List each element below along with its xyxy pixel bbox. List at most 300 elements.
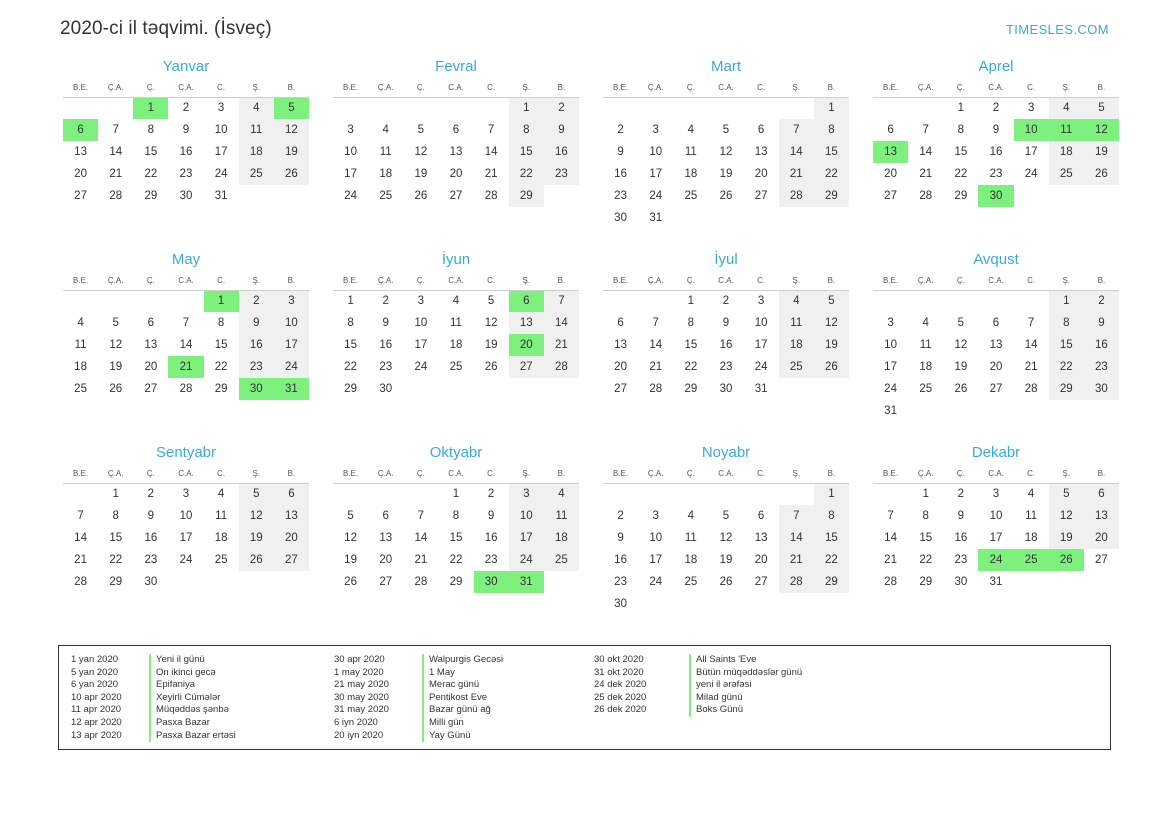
day-cell[interactable]: 17 <box>509 527 544 549</box>
day-cell[interactable]: 23 <box>989 168 1003 180</box>
day-cell[interactable]: 3 <box>757 295 765 308</box>
day-cell[interactable]: 12 <box>109 339 123 351</box>
day-cell[interactable]: 7 <box>779 505 814 527</box>
holiday-day-cell[interactable]: 25 <box>1014 549 1049 571</box>
holiday-day-cell[interactable]: 26 <box>1049 549 1084 571</box>
day-cell[interactable]: 29 <box>919 576 933 588</box>
day-cell[interactable]: 8 <box>112 510 119 522</box>
day-cell[interactable]: 15 <box>1049 334 1084 356</box>
day-cell[interactable]: 24 <box>214 168 228 180</box>
day-cell[interactable]: 24 <box>274 356 309 378</box>
day-cell[interactable]: 3 <box>417 295 425 308</box>
day-cell[interactable]: 12 <box>719 146 733 158</box>
holiday-day-cell[interactable]: 10 <box>1014 119 1049 141</box>
day-cell[interactable]: 20 <box>754 168 768 180</box>
day-cell[interactable]: 22 <box>684 361 698 373</box>
day-cell[interactable]: 30 <box>379 383 393 395</box>
holiday-day-cell[interactable]: 30 <box>239 378 274 400</box>
day-cell[interactable]: 25 <box>74 383 87 395</box>
day-cell[interactable]: 10 <box>989 510 1003 522</box>
day-cell[interactable]: 31 <box>989 576 1003 588</box>
day-cell[interactable]: 26 <box>484 361 498 373</box>
day-cell[interactable]: 29 <box>684 383 698 395</box>
day-cell[interactable]: 17 <box>344 168 357 180</box>
day-cell[interactable]: 30 <box>614 598 627 610</box>
day-cell[interactable]: 7 <box>922 124 929 136</box>
day-cell[interactable]: 9 <box>487 510 495 522</box>
day-cell[interactable]: 2 <box>487 488 495 501</box>
day-cell[interactable]: 21 <box>484 168 498 180</box>
day-cell[interactable]: 17 <box>989 532 1003 544</box>
day-cell[interactable]: 25 <box>919 383 933 395</box>
day-cell[interactable]: 17 <box>179 532 193 544</box>
day-cell[interactable]: 12 <box>719 532 733 544</box>
day-cell[interactable]: 2 <box>1084 290 1119 312</box>
day-cell[interactable]: 14 <box>544 312 579 334</box>
day-cell[interactable]: 26 <box>719 190 733 202</box>
day-cell[interactable]: 13 <box>754 146 768 158</box>
day-cell[interactable]: 11 <box>544 505 579 527</box>
day-cell[interactable]: 15 <box>109 532 123 544</box>
day-cell[interactable]: 30 <box>179 190 193 202</box>
day-cell[interactable]: 6 <box>992 317 1000 329</box>
day-cell[interactable]: 7 <box>1027 317 1035 329</box>
day-cell[interactable]: 24 <box>649 576 663 588</box>
day-cell[interactable]: 13 <box>989 339 1003 351</box>
day-cell[interactable]: 9 <box>239 312 274 334</box>
day-cell[interactable]: 13 <box>1084 505 1119 527</box>
day-cell[interactable]: 16 <box>719 339 733 351</box>
day-cell[interactable]: 11 <box>684 532 697 544</box>
day-cell[interactable]: 17 <box>649 168 663 180</box>
holiday-day-cell[interactable]: 30 <box>474 571 509 593</box>
day-cell[interactable]: 29 <box>814 185 849 207</box>
day-cell[interactable]: 5 <box>722 124 730 136</box>
day-cell[interactable]: 28 <box>484 190 498 202</box>
day-cell[interactable]: 29 <box>344 383 357 395</box>
day-cell[interactable]: 22 <box>449 554 463 566</box>
day-cell[interactable]: 23 <box>719 361 733 373</box>
day-cell[interactable]: 5 <box>1084 97 1119 119</box>
day-cell[interactable]: 20 <box>379 554 393 566</box>
day-cell[interactable]: 5 <box>814 290 849 312</box>
day-cell[interactable]: 29 <box>214 383 228 395</box>
day-cell[interactable]: 3 <box>887 317 894 329</box>
day-cell[interactable]: 10 <box>509 505 544 527</box>
day-cell[interactable]: 4 <box>382 124 389 136</box>
day-cell[interactable]: 23 <box>179 168 193 180</box>
day-cell[interactable]: 14 <box>109 146 123 158</box>
day-cell[interactable]: 10 <box>274 312 309 334</box>
day-cell[interactable]: 31 <box>754 383 768 395</box>
day-cell[interactable]: 26 <box>1084 163 1119 185</box>
day-cell[interactable]: 14 <box>74 532 87 544</box>
day-cell[interactable]: 28 <box>544 356 579 378</box>
day-cell[interactable]: 20 <box>1084 527 1119 549</box>
day-cell[interactable]: 15 <box>449 532 463 544</box>
holiday-day-cell[interactable]: 31 <box>274 378 309 400</box>
day-cell[interactable]: 19 <box>719 168 733 180</box>
day-cell[interactable]: 12 <box>814 312 849 334</box>
day-cell[interactable]: 7 <box>487 124 495 136</box>
day-cell[interactable]: 25 <box>684 576 698 588</box>
day-cell[interactable]: 16 <box>614 554 627 566</box>
day-cell[interactable]: 4 <box>77 317 84 329</box>
day-cell[interactable]: 11 <box>779 312 814 334</box>
day-cell[interactable]: 16 <box>989 146 1003 158</box>
day-cell[interactable]: 1 <box>814 97 849 119</box>
day-cell[interactable]: 17 <box>214 146 228 158</box>
day-cell[interactable]: 13 <box>754 532 768 544</box>
day-cell[interactable]: 26 <box>719 576 733 588</box>
day-cell[interactable]: 15 <box>814 527 849 549</box>
day-cell[interactable]: 11 <box>919 339 932 351</box>
day-cell[interactable]: 27 <box>614 383 627 395</box>
day-cell[interactable]: 26 <box>109 383 123 395</box>
day-cell[interactable]: 17 <box>1024 146 1038 158</box>
day-cell[interactable]: 19 <box>1049 527 1084 549</box>
day-cell[interactable]: 24 <box>1024 168 1038 180</box>
day-cell[interactable]: 23 <box>614 190 627 202</box>
day-cell[interactable]: 21 <box>109 168 123 180</box>
day-cell[interactable]: 12 <box>954 339 968 351</box>
day-cell[interactable]: 14 <box>779 141 814 163</box>
day-cell[interactable]: 9 <box>1084 312 1119 334</box>
day-cell[interactable]: 25 <box>1049 163 1084 185</box>
day-cell[interactable]: 1 <box>814 483 849 505</box>
day-cell[interactable]: 10 <box>414 317 428 329</box>
day-cell[interactable]: 19 <box>109 361 123 373</box>
day-cell[interactable]: 3 <box>347 124 354 136</box>
day-cell[interactable]: 1 <box>452 488 460 501</box>
day-cell[interactable]: 20 <box>74 168 87 180</box>
day-cell[interactable]: 9 <box>182 124 190 136</box>
day-cell[interactable]: 4 <box>779 290 814 312</box>
day-cell[interactable]: 4 <box>544 483 579 505</box>
holiday-day-cell[interactable]: 30 <box>978 185 1013 207</box>
day-cell[interactable]: 20 <box>884 168 897 180</box>
day-cell[interactable]: 28 <box>109 190 123 202</box>
day-cell[interactable]: 23 <box>239 356 274 378</box>
day-cell[interactable]: 5 <box>722 510 730 522</box>
day-cell[interactable]: 27 <box>379 576 393 588</box>
day-cell[interactable]: 22 <box>144 168 158 180</box>
day-cell[interactable]: 15 <box>214 339 228 351</box>
day-cell[interactable]: 16 <box>484 532 498 544</box>
day-cell[interactable]: 8 <box>814 505 849 527</box>
day-cell[interactable]: 1 <box>687 295 695 308</box>
day-cell[interactable]: 9 <box>722 317 730 329</box>
day-cell[interactable]: 17 <box>754 339 768 351</box>
day-cell[interactable]: 12 <box>414 146 428 158</box>
day-cell[interactable]: 26 <box>814 356 849 378</box>
day-cell[interactable]: 12 <box>344 532 357 544</box>
day-cell[interactable]: 6 <box>147 317 155 329</box>
day-cell[interactable]: 2 <box>617 510 624 522</box>
day-cell[interactable]: 10 <box>344 146 357 158</box>
day-cell[interactable]: 23 <box>379 361 393 373</box>
day-cell[interactable]: 1 <box>922 488 929 501</box>
site-brand[interactable]: TIMESLES.COM <box>1005 22 1109 37</box>
holiday-day-cell[interactable]: 11 <box>1049 119 1084 141</box>
day-cell[interactable]: 23 <box>614 576 627 588</box>
day-cell[interactable]: 6 <box>887 124 894 136</box>
day-cell[interactable]: 11 <box>215 510 228 522</box>
holiday-day-cell[interactable]: 31 <box>509 571 544 593</box>
day-cell[interactable]: 24 <box>414 361 428 373</box>
day-cell[interactable]: 24 <box>884 383 897 395</box>
day-cell[interactable]: 2 <box>382 295 389 308</box>
day-cell[interactable]: 5 <box>417 124 425 136</box>
day-cell[interactable]: 26 <box>954 383 968 395</box>
day-cell[interactable]: 8 <box>147 124 155 136</box>
day-cell[interactable]: 2 <box>992 102 1000 115</box>
day-cell[interactable]: 21 <box>414 554 428 566</box>
day-cell[interactable]: 22 <box>814 163 849 185</box>
day-cell[interactable]: 14 <box>884 532 897 544</box>
day-cell[interactable]: 26 <box>274 163 309 185</box>
day-cell[interactable]: 13 <box>74 146 87 158</box>
day-cell[interactable]: 6 <box>617 317 624 329</box>
day-cell[interactable]: 6 <box>757 510 765 522</box>
day-cell[interactable]: 10 <box>754 317 768 329</box>
day-cell[interactable]: 21 <box>1024 361 1038 373</box>
day-cell[interactable]: 22 <box>814 549 849 571</box>
day-cell[interactable]: 14 <box>779 527 814 549</box>
day-cell[interactable]: 5 <box>239 483 274 505</box>
day-cell[interactable]: 6 <box>274 483 309 505</box>
day-cell[interactable]: 9 <box>617 146 624 158</box>
day-cell[interactable]: 30 <box>614 212 627 224</box>
day-cell[interactable]: 3 <box>182 488 190 501</box>
day-cell[interactable]: 21 <box>779 549 814 571</box>
day-cell[interactable]: 21 <box>884 554 897 566</box>
day-cell[interactable]: 9 <box>957 510 965 522</box>
day-cell[interactable]: 4 <box>217 488 225 501</box>
day-cell[interactable]: 24 <box>344 190 357 202</box>
day-cell[interactable]: 18 <box>919 361 933 373</box>
day-cell[interactable]: 3 <box>1027 102 1035 115</box>
day-cell[interactable]: 14 <box>414 532 428 544</box>
day-cell[interactable]: 8 <box>922 510 929 522</box>
day-cell[interactable]: 10 <box>884 339 897 351</box>
day-cell[interactable]: 27 <box>449 190 463 202</box>
day-cell[interactable]: 25 <box>779 356 814 378</box>
day-cell[interactable]: 20 <box>614 361 627 373</box>
day-cell[interactable]: 11 <box>684 146 697 158</box>
day-cell[interactable]: 25 <box>214 554 228 566</box>
day-cell[interactable]: 8 <box>452 510 460 522</box>
day-cell[interactable]: 7 <box>417 510 425 522</box>
day-cell[interactable]: 28 <box>1024 383 1038 395</box>
day-cell[interactable]: 7 <box>779 119 814 141</box>
day-cell[interactable]: 6 <box>382 510 389 522</box>
day-cell[interactable]: 23 <box>144 554 158 566</box>
day-cell[interactable]: 11 <box>74 339 87 351</box>
day-cell[interactable]: 2 <box>147 488 155 501</box>
holiday-day-cell[interactable]: 6 <box>63 119 98 141</box>
day-cell[interactable]: 29 <box>109 576 123 588</box>
day-cell[interactable]: 9 <box>992 124 1000 136</box>
day-cell[interactable]: 16 <box>1084 334 1119 356</box>
day-cell[interactable]: 15 <box>919 532 933 544</box>
day-cell[interactable]: 13 <box>509 312 544 334</box>
day-cell[interactable]: 20 <box>989 361 1003 373</box>
day-cell[interactable]: 28 <box>179 383 193 395</box>
day-cell[interactable]: 11 <box>1025 510 1038 522</box>
day-cell[interactable]: 14 <box>1024 339 1038 351</box>
day-cell[interactable]: 20 <box>274 527 309 549</box>
day-cell[interactable]: 27 <box>884 190 897 202</box>
day-cell[interactable]: 28 <box>74 576 87 588</box>
day-cell[interactable]: 27 <box>1095 554 1108 566</box>
day-cell[interactable]: 2 <box>722 295 730 308</box>
day-cell[interactable]: 18 <box>449 339 463 351</box>
day-cell[interactable]: 21 <box>544 334 579 356</box>
day-cell[interactable]: 22 <box>919 554 933 566</box>
day-cell[interactable]: 16 <box>239 334 274 356</box>
day-cell[interactable]: 3 <box>509 483 544 505</box>
day-cell[interactable]: 2 <box>957 488 965 501</box>
day-cell[interactable]: 23 <box>484 554 498 566</box>
day-cell[interactable]: 6 <box>757 124 765 136</box>
day-cell[interactable]: 16 <box>144 532 158 544</box>
day-cell[interactable]: 11 <box>239 119 274 141</box>
day-cell[interactable]: 15 <box>954 146 968 158</box>
day-cell[interactable]: 24 <box>179 554 193 566</box>
day-cell[interactable]: 5 <box>487 295 495 308</box>
day-cell[interactable]: 26 <box>414 190 428 202</box>
day-cell[interactable]: 11 <box>379 146 392 158</box>
day-cell[interactable]: 18 <box>379 168 393 180</box>
day-cell[interactable]: 7 <box>77 510 84 522</box>
day-cell[interactable]: 12 <box>484 317 498 329</box>
day-cell[interactable]: 1 <box>509 97 544 119</box>
day-cell[interactable]: 7 <box>544 290 579 312</box>
day-cell[interactable]: 15 <box>144 146 158 158</box>
day-cell[interactable]: 28 <box>779 571 814 593</box>
day-cell[interactable]: 30 <box>954 576 968 588</box>
day-cell[interactable]: 4 <box>922 317 929 329</box>
day-cell[interactable]: 19 <box>414 168 428 180</box>
day-cell[interactable]: 23 <box>544 163 579 185</box>
day-cell[interactable]: 1 <box>1049 290 1084 312</box>
day-cell[interactable]: 30 <box>719 383 733 395</box>
day-cell[interactable]: 19 <box>484 339 498 351</box>
day-cell[interactable]: 14 <box>484 146 498 158</box>
day-cell[interactable]: 28 <box>414 576 428 588</box>
day-cell[interactable]: 20 <box>754 554 768 566</box>
day-cell[interactable]: 12 <box>1049 505 1084 527</box>
day-cell[interactable]: 3 <box>652 510 659 522</box>
day-cell[interactable]: 16 <box>544 141 579 163</box>
day-cell[interactable]: 7 <box>182 317 190 329</box>
day-cell[interactable]: 25 <box>544 549 579 571</box>
day-cell[interactable]: 22 <box>509 163 544 185</box>
day-cell[interactable]: 24 <box>754 361 768 373</box>
day-cell[interactable]: 31 <box>214 190 228 202</box>
day-cell[interactable]: 15 <box>509 141 544 163</box>
day-cell[interactable]: 13 <box>614 339 627 351</box>
day-cell[interactable]: 14 <box>919 146 933 158</box>
day-cell[interactable]: 29 <box>954 190 968 202</box>
day-cell[interactable]: 28 <box>884 576 897 588</box>
day-cell[interactable]: 13 <box>449 146 463 158</box>
day-cell[interactable]: 13 <box>379 532 393 544</box>
day-cell[interactable]: 5 <box>347 510 354 522</box>
day-cell[interactable]: 7 <box>652 317 659 329</box>
day-cell[interactable]: 18 <box>74 361 87 373</box>
day-cell[interactable]: 7 <box>887 510 894 522</box>
day-cell[interactable]: 3 <box>992 488 1000 501</box>
holiday-day-cell[interactable]: 24 <box>978 549 1013 571</box>
day-cell[interactable]: 25 <box>684 190 698 202</box>
holiday-day-cell[interactable]: 5 <box>274 97 309 119</box>
holiday-day-cell[interactable]: 6 <box>509 290 544 312</box>
day-cell[interactable]: 13 <box>144 339 158 351</box>
day-cell[interactable]: 8 <box>347 317 354 329</box>
day-cell[interactable]: 9 <box>382 317 389 329</box>
day-cell[interactable]: 10 <box>214 124 228 136</box>
day-cell[interactable]: 22 <box>954 168 968 180</box>
day-cell[interactable]: 28 <box>649 383 663 395</box>
day-cell[interactable]: 27 <box>754 576 768 588</box>
day-cell[interactable]: 22 <box>344 361 357 373</box>
day-cell[interactable]: 13 <box>274 505 309 527</box>
day-cell[interactable]: 16 <box>179 146 193 158</box>
day-cell[interactable]: 21 <box>74 554 87 566</box>
day-cell[interactable]: 20 <box>144 361 158 373</box>
day-cell[interactable]: 8 <box>1049 312 1084 334</box>
day-cell[interactable]: 4 <box>1049 97 1084 119</box>
day-cell[interactable]: 25 <box>379 190 393 202</box>
day-cell[interactable]: 8 <box>509 119 544 141</box>
day-cell[interactable]: 17 <box>649 554 663 566</box>
day-cell[interactable]: 4 <box>452 295 460 308</box>
day-cell[interactable]: 18 <box>544 527 579 549</box>
day-cell[interactable]: 5 <box>112 317 119 329</box>
day-cell[interactable]: 18 <box>779 334 814 356</box>
day-cell[interactable]: 18 <box>684 554 698 566</box>
day-cell[interactable]: 7 <box>112 124 119 136</box>
day-cell[interactable]: 4 <box>239 97 274 119</box>
day-cell[interactable]: 22 <box>1049 356 1084 378</box>
day-cell[interactable]: 18 <box>1049 141 1084 163</box>
day-cell[interactable]: 1 <box>957 102 965 115</box>
day-cell[interactable]: 26 <box>344 576 357 588</box>
day-cell[interactable]: 19 <box>814 334 849 356</box>
day-cell[interactable]: 15 <box>814 141 849 163</box>
day-cell[interactable]: 2 <box>239 290 274 312</box>
day-cell[interactable]: 31 <box>884 405 897 417</box>
day-cell[interactable]: 27 <box>754 190 768 202</box>
day-cell[interactable]: 8 <box>217 317 225 329</box>
day-cell[interactable]: 27 <box>274 549 309 571</box>
day-cell[interactable]: 10 <box>649 146 663 158</box>
day-cell[interactable]: 23 <box>954 554 968 566</box>
day-cell[interactable]: 4 <box>687 510 695 522</box>
day-cell[interactable]: 16 <box>954 532 968 544</box>
holiday-day-cell[interactable]: 12 <box>1084 119 1119 141</box>
day-cell[interactable]: 31 <box>649 212 663 224</box>
day-cell[interactable]: 29 <box>144 190 158 202</box>
day-cell[interactable]: 25 <box>449 361 463 373</box>
day-cell[interactable]: 12 <box>274 119 309 141</box>
day-cell[interactable]: 4 <box>687 124 695 136</box>
day-cell[interactable]: 17 <box>274 334 309 356</box>
day-cell[interactable]: 3 <box>274 290 309 312</box>
day-cell[interactable]: 4 <box>1027 488 1035 501</box>
